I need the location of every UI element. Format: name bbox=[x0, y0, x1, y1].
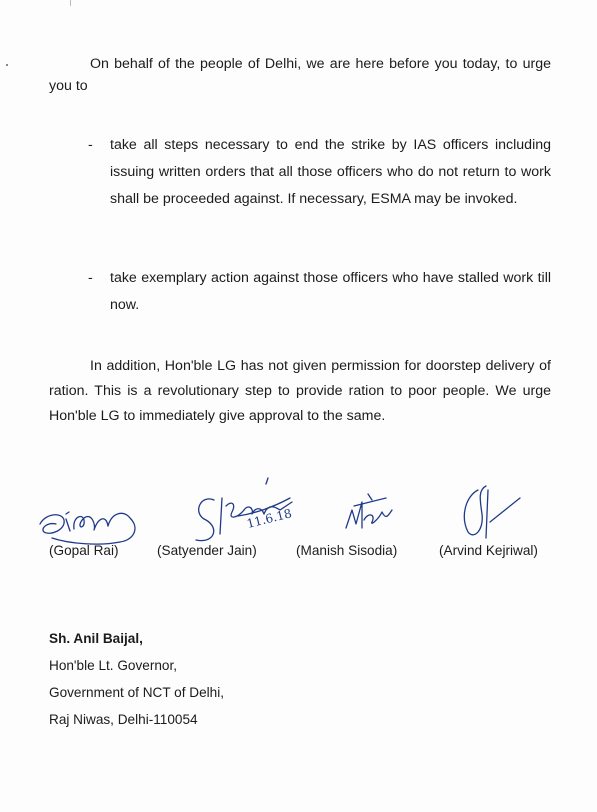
scan-speck bbox=[6, 64, 8, 66]
bullet-dash: - bbox=[88, 270, 93, 286]
signatory-gopal-rai: (Gopal Rai) bbox=[49, 543, 119, 558]
bullet-text-2: take exemplary action against those officers who have stalled work till now. bbox=[110, 270, 551, 313]
bullet-item-1 bbox=[88, 132, 551, 213]
addressee-block bbox=[49, 625, 224, 733]
signature-arvind-kejriwal bbox=[464, 486, 520, 538]
addressee-name: Sh. Anil Baijal, bbox=[49, 631, 143, 646]
signature-manish-sisodia bbox=[346, 494, 392, 528]
scan-edge-mark bbox=[70, 0, 71, 6]
addressee-office: Government of NCT of Delhi, bbox=[49, 685, 225, 700]
addressee-location: Raj Niwas, Delhi-110054 bbox=[49, 712, 198, 727]
signatory-manish-sisodia: (Manish Sisodia) bbox=[296, 543, 398, 558]
signatory-arvind-kejriwal: (Arvind Kejriwal) bbox=[439, 543, 538, 558]
signature-date: 11.6.18 bbox=[245, 506, 294, 531]
addition-paragraph: In addition, Hon'ble LG has not given permission for doorstep delivery of ration. This is a revolutionary step to provide ration to poor people. We urge Hon'ble LG to immediately give approval to the same. bbox=[49, 358, 551, 424]
signatory-satyender-jain: (Satyender Jain) bbox=[157, 543, 257, 558]
bullet-item-2 bbox=[88, 265, 551, 319]
bullet-dash: - bbox=[88, 137, 93, 153]
addressee-title: Hon'ble Lt. Governor, bbox=[49, 658, 178, 673]
signature-satyender-jain bbox=[196, 478, 293, 541]
bullet-text-1: take all steps necessary to end the strike by IAS officers including issuing written orders that all those officers who do not return to work shall be proceeded against. If necessary, ESMA may be invoked. bbox=[110, 137, 551, 207]
signature-gopal-rai bbox=[40, 512, 135, 544]
intro-paragraph: On behalf of the people of Delhi, we are here before you today, to urge you to bbox=[49, 56, 551, 94]
